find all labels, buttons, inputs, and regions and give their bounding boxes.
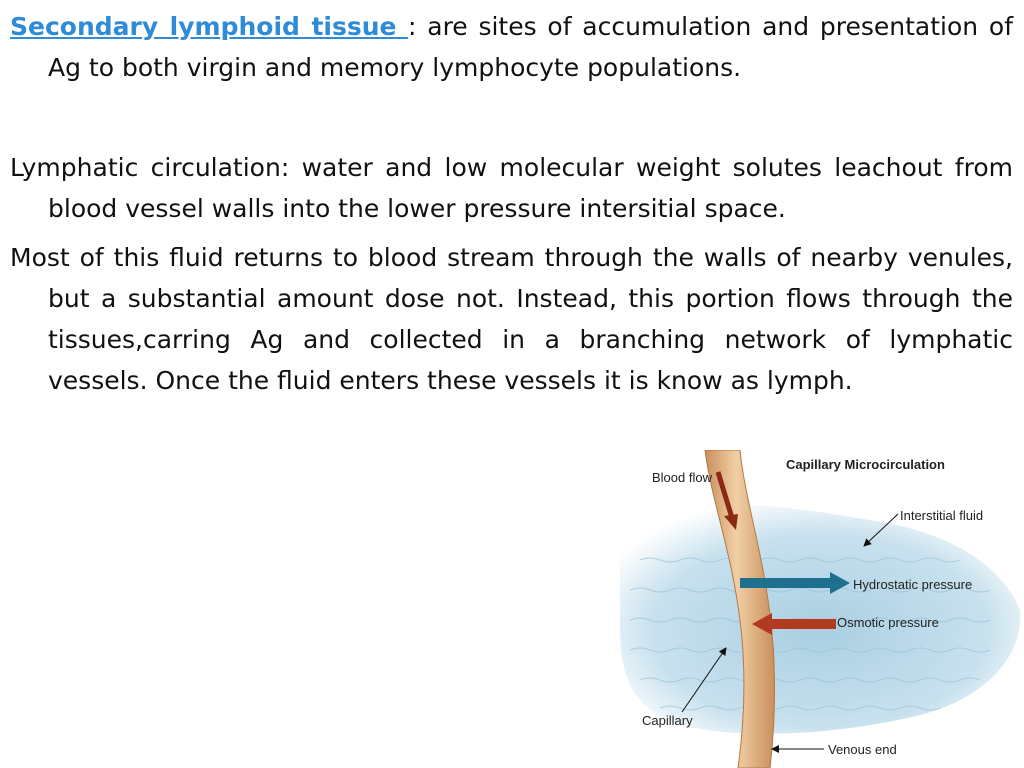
- label-capillary: Capillary: [642, 713, 693, 728]
- label-venous-end: Venous end: [828, 742, 897, 757]
- figure-title: Capillary Microcirculation: [786, 457, 945, 472]
- term-secondary-lymphoid-tissue: Secondary lymphoid tissue: [10, 12, 409, 41]
- paragraph-lymph-formation: Most of this fluid returns to blood stream through the walls of nearby venules, but a substantial amount dose not. Instead, this portion flows through the tissues,carring Ag and collected in a branching network of lymphatic vessels. Once the fluid enters these vessels it is know as lymph.: [10, 243, 1013, 395]
- paragraph-secondary-lymphoid-tissue: [10, 6, 1013, 88]
- label-hydrostatic-pressure: Hydrostatic pressure: [853, 577, 973, 592]
- label-interstitial-fluid: Interstitial fluid: [900, 508, 984, 523]
- capillary-microcirculation-figure: [620, 450, 1024, 768]
- paragraph-lymphatic-circulation: Lymphatic circulation: water and low molecular weight solutes leachout from blood vessel walls into the lower pressure intersitial space.: [10, 153, 1013, 223]
- definition-text: : are sites of accumulation and presentation of Ag to both virgin and memory lymphocyte populations.: [48, 12, 1013, 82]
- label-blood-flow: Blood flow: [652, 470, 712, 485]
- label-osmotic-pressure: Osmotic pressure: [837, 615, 939, 630]
- capillary-diagram: [620, 450, 1024, 768]
